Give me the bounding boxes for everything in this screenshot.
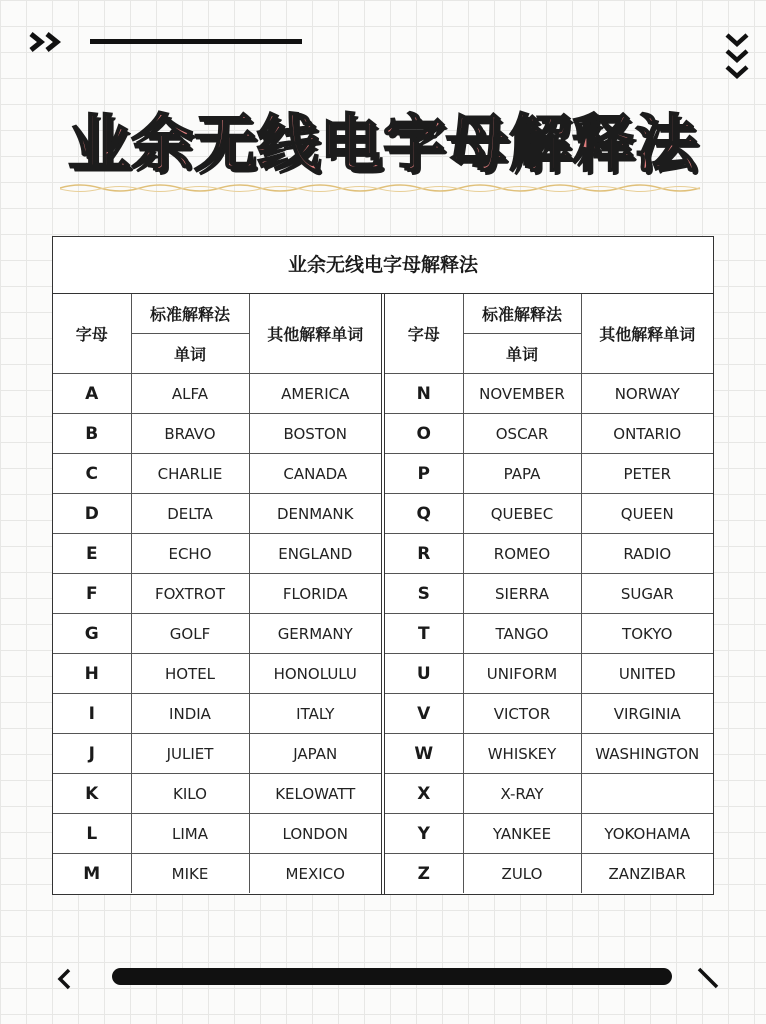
table-caption: 业余无线电字母解释法 [53, 237, 713, 294]
table-row [53, 614, 381, 654]
standard-word-cell: INDIA [131, 694, 249, 734]
table-row [385, 654, 713, 694]
letter-cell: P [385, 454, 463, 494]
header-other: 其他解释单词 [581, 294, 713, 374]
table-row [53, 734, 381, 774]
triple-chevron-down-icon [724, 32, 750, 86]
standard-word-cell: DELTA [131, 494, 249, 534]
standard-word-cell: KILO [131, 774, 249, 814]
other-word-cell [581, 774, 713, 814]
standard-word-cell: MIKE [131, 854, 249, 894]
double-chevron-right-icon [28, 30, 68, 54]
letter-cell: G [53, 614, 131, 654]
letter-cell: I [53, 694, 131, 734]
other-word-cell: UNITED [581, 654, 713, 694]
table-row [53, 854, 381, 894]
progress-bar [112, 968, 672, 985]
standard-word-cell: TANGO [463, 614, 581, 654]
alphabet-table [52, 236, 714, 895]
table-row [385, 614, 713, 654]
header-standard: 标准解释法 [463, 294, 581, 334]
header-letter: 字母 [385, 294, 463, 374]
other-word-cell: FLORIDA [249, 574, 381, 614]
table-row [53, 374, 381, 414]
other-word-cell: ONTARIO [581, 414, 713, 454]
table-row [385, 374, 713, 414]
standard-word-cell: LIMA [131, 814, 249, 854]
standard-word-cell: ECHO [131, 534, 249, 574]
other-word-cell: GERMANY [249, 614, 381, 654]
table-row [53, 774, 381, 814]
letter-cell: C [53, 454, 131, 494]
other-word-cell: AMERICA [249, 374, 381, 414]
letter-cell: R [385, 534, 463, 574]
table-left [53, 294, 381, 893]
header-standard-word: 单词 [463, 334, 581, 374]
other-word-cell: MEXICO [249, 854, 381, 894]
table-row [385, 774, 713, 814]
other-word-cell: CANADA [249, 454, 381, 494]
letter-cell: A [53, 374, 131, 414]
table-row [385, 494, 713, 534]
letter-cell: W [385, 734, 463, 774]
standard-word-cell: YANKEE [463, 814, 581, 854]
table-row [53, 694, 381, 734]
slash-icon [696, 966, 720, 990]
standard-word-cell: ALFA [131, 374, 249, 414]
standard-word-cell: WHISKEY [463, 734, 581, 774]
table-row [385, 734, 713, 774]
letter-cell: T [385, 614, 463, 654]
other-word-cell: SUGAR [581, 574, 713, 614]
letter-cell: Q [385, 494, 463, 534]
other-word-cell: VIRGINIA [581, 694, 713, 734]
table-row [385, 574, 713, 614]
decorative-wave [60, 182, 710, 194]
letter-cell: E [53, 534, 131, 574]
standard-word-cell: NOVEMBER [463, 374, 581, 414]
other-word-cell: BOSTON [249, 414, 381, 454]
table-right [385, 294, 713, 893]
chevron-left-icon [56, 966, 72, 992]
table-row [53, 814, 381, 854]
letter-cell: K [53, 774, 131, 814]
table-row [385, 414, 713, 454]
other-word-cell: WASHINGTON [581, 734, 713, 774]
table-row [385, 814, 713, 854]
standard-word-cell: ZULO [463, 854, 581, 894]
letter-cell: V [385, 694, 463, 734]
other-word-cell: ENGLAND [249, 534, 381, 574]
letter-cell: M [53, 854, 131, 894]
standard-word-cell: HOTEL [131, 654, 249, 694]
header-standard: 标准解释法 [131, 294, 249, 334]
standard-word-cell: SIERRA [463, 574, 581, 614]
table-row [53, 574, 381, 614]
standard-word-cell: BRAVO [131, 414, 249, 454]
other-word-cell: HONOLULU [249, 654, 381, 694]
standard-word-cell: GOLF [131, 614, 249, 654]
letter-cell: J [53, 734, 131, 774]
other-word-cell: RADIO [581, 534, 713, 574]
letter-cell: D [53, 494, 131, 534]
table-row [53, 654, 381, 694]
other-word-cell: ZANZIBAR [581, 854, 713, 894]
table-row [53, 534, 381, 574]
letter-cell: X [385, 774, 463, 814]
standard-word-cell: X-RAY [463, 774, 581, 814]
other-word-cell: ITALY [249, 694, 381, 734]
standard-word-cell: QUEBEC [463, 494, 581, 534]
letter-cell: O [385, 414, 463, 454]
other-word-cell: NORWAY [581, 374, 713, 414]
table-row [385, 454, 713, 494]
header-other: 其他解释单词 [249, 294, 381, 374]
table-row [53, 494, 381, 534]
letter-cell: F [53, 574, 131, 614]
table-row [53, 454, 381, 494]
table-row [53, 414, 381, 454]
table-row [385, 534, 713, 574]
header-letter: 字母 [53, 294, 131, 374]
standard-word-cell: UNIFORM [463, 654, 581, 694]
other-word-cell: LONDON [249, 814, 381, 854]
letter-cell: B [53, 414, 131, 454]
table-row [385, 854, 713, 894]
letter-cell: U [385, 654, 463, 694]
letter-cell: L [53, 814, 131, 854]
table-left-half [53, 294, 381, 895]
standard-word-cell: VICTOR [463, 694, 581, 734]
page-title: 业余无线电字母解释法 [67, 107, 698, 180]
standard-word-cell: FOXTROT [131, 574, 249, 614]
standard-word-cell: JULIET [131, 734, 249, 774]
table-row [385, 694, 713, 734]
letter-cell: Z [385, 854, 463, 894]
other-word-cell: KELOWATT [249, 774, 381, 814]
other-word-cell: PETER [581, 454, 713, 494]
top-rule [90, 39, 302, 44]
other-word-cell: DENMANK [249, 494, 381, 534]
standard-word-cell: OSCAR [463, 414, 581, 454]
letter-cell: S [385, 574, 463, 614]
letter-cell: N [385, 374, 463, 414]
other-word-cell: QUEEN [581, 494, 713, 534]
letter-cell: Y [385, 814, 463, 854]
letter-cell: H [53, 654, 131, 694]
standard-word-cell: CHARLIE [131, 454, 249, 494]
table-right-half [385, 294, 713, 895]
standard-word-cell: PAPA [463, 454, 581, 494]
header-standard-word: 单词 [131, 334, 249, 374]
other-word-cell: TOKYO [581, 614, 713, 654]
standard-word-cell: ROMEO [463, 534, 581, 574]
other-word-cell: JAPAN [249, 734, 381, 774]
other-word-cell: YOKOHAMA [581, 814, 713, 854]
